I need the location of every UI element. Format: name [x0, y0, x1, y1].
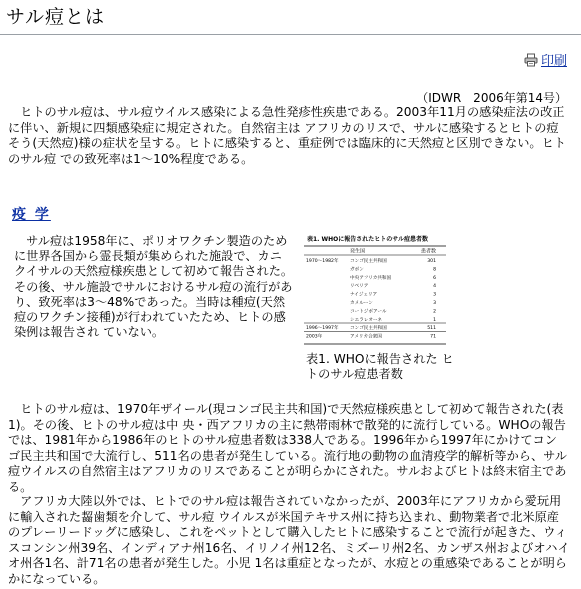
table-cell: 3 — [433, 301, 436, 306]
table-cell: 中央アフリカ共和国 — [350, 275, 392, 281]
page-title: サル痘とは — [6, 6, 106, 28]
table-header-cell: 患者数 — [420, 248, 436, 255]
printer-icon — [524, 53, 538, 67]
table-title: 表1. WHOに報告されたヒトのサル痘患者数 — [307, 236, 428, 243]
table-cell: コンゴ民主共和国 — [350, 326, 387, 332]
table-cell: 8 — [433, 267, 436, 273]
who-case-table-image — [304, 232, 446, 345]
table-cell: シエラレオーネ — [350, 317, 382, 323]
table-cell: ガボン — [350, 267, 364, 273]
table-cell: アメリカ合衆国 — [350, 334, 382, 340]
epidemiology-paragraph-2: ヒトのサル痘は、1970年ザイール(現コンゴ民主共和国)で天然痘様疾患として初めて報告された(表1)。その後、ヒトのサル痘は中 央・西アフリカの主に熱帯雨林で散発的に流行している。WHOの報告では、1981年から1986年のヒトのサル痘患者数は338人である。1996年から1997年にかけてコンゴ民主共和国で大流行し、511名の患者が発生している。流行地の動物の血清疫学的解析等から、サル痘ウイルスの自然宿主はアフリカのリスであることが明らかにされた。サルおよびヒトは終末宿主である。 — [8, 402, 567, 494]
table-cell: コンゴ民主共和国 — [350, 259, 387, 264]
epidemiology-paragraph-1: サル痘は1958年に、ポリオワクチン製造のために世界各国から霊長類が集められた施設で、カニクイサルの天然痘様疾患として初めて報告された。その後、サル施設でサルにおけるサル痘の流行があり、致死率は3～48%であった。当時は種痘(天然痘のワクチン接種)が行われていたため、ヒトの感染例は報告され ていない。 — [14, 234, 294, 340]
table-cell: 301 — [427, 259, 436, 264]
print-label[interactable]: 印刷 — [540, 54, 567, 69]
section-heading-epidemiology: 疫 学 — [12, 207, 51, 223]
table-cell: 2003年 — [306, 334, 323, 340]
who-case-table — [304, 232, 446, 345]
intro-paragraph: ヒトのサル痘は、サル痘ウイルス感染による急性発疹性疾患である。2003年11月の感染症法の改正に伴い、新規に四類感染症に規定された。自然宿主は アフリカのリスで、サルに感染するとヒトの痘そう(天然痘)様の症状を呈する。ヒトに感染すると、重症例では臨床的に天然痘と区別できない。ヒトのサル痘 での致死率は1～10%程度である。 — [8, 105, 566, 166]
title-divider — [0, 34, 581, 35]
table-cell: 511 — [427, 326, 436, 332]
table-cell: 6 — [433, 275, 436, 281]
table-caption: 表1. WHOに報告された ヒトのサル痘患者数 — [306, 352, 454, 381]
table-cell: 71 — [430, 334, 436, 340]
table-header-cell: 発生国 — [350, 248, 366, 255]
table-cell: 2 — [433, 309, 436, 315]
table-cell: 4 — [433, 284, 436, 290]
table-cell: 1970～1982年 — [306, 259, 339, 264]
print-link[interactable] — [524, 50, 567, 69]
table-cell: ナイジェリア — [350, 292, 378, 298]
table-cell: 1 — [433, 317, 436, 323]
table-cell: 3 — [433, 292, 436, 298]
source-citation: （IDWR 2006年第14号） — [416, 91, 567, 105]
table-cell: 1996～1997年 — [306, 326, 339, 332]
epidemiology-paragraph-3: アフリカ大陸以外では、ヒトでのサル痘は報告されていなかったが、2003年にアフリカから愛玩用に輸入された齧歯類を介して、サル痘 ウイルスが米国テキサス州に持ち込まれ、動物業者で北米原産のプレーリードッグに感染し、これをペットとして購入したヒトに感染することで流行が起きた、ウィスコンシン州39名、インディアナ州16名、イリノイ州12名、ミズーリ州2名、カンザス州およびオハイオ州各1名、計71名の患者が発生した。小児 1名は重症となったが、水痘との重感染であることが明らかになっている。 — [8, 494, 570, 586]
table-cell: コートジボアール — [350, 309, 387, 315]
table-cell: リベリア — [350, 284, 369, 290]
table-cell: カメルーン — [350, 301, 373, 306]
